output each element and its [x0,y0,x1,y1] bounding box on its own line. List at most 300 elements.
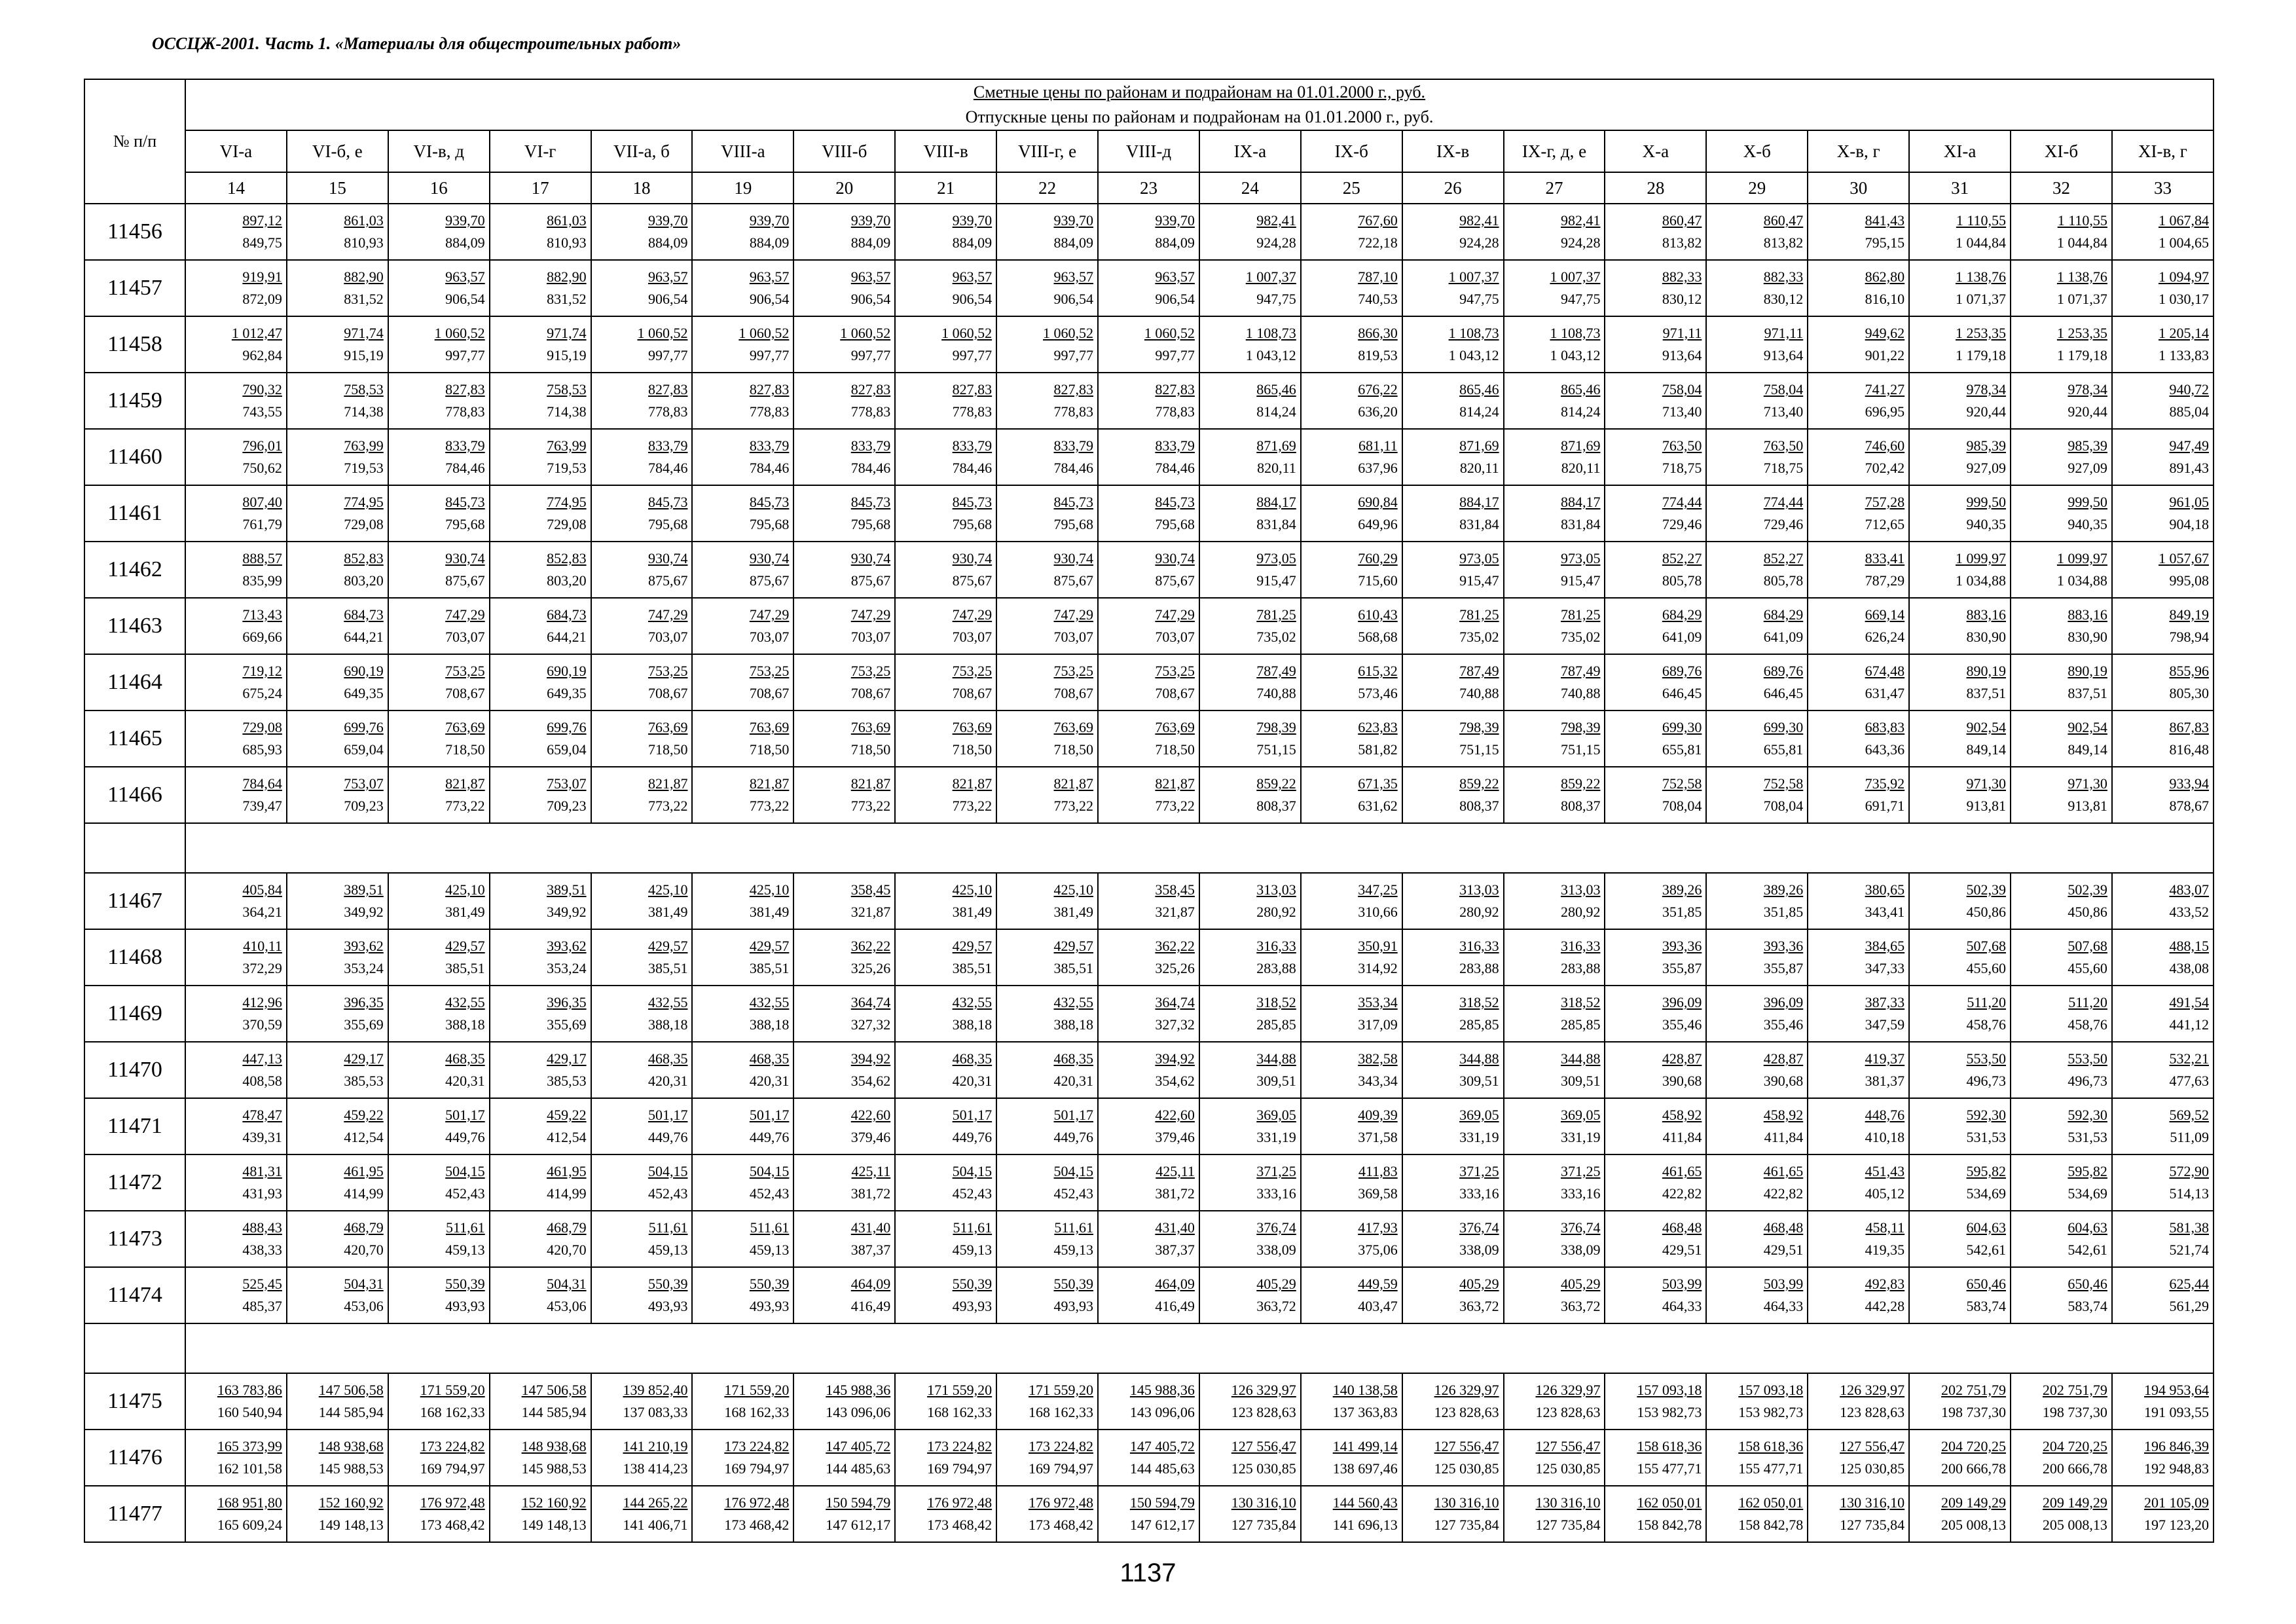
price-cell [388,485,490,542]
price-cell [287,986,388,1042]
estimated-price: 763,50 [1662,437,1702,454]
release-price: 381,49 [749,904,790,920]
estimated-price: 150 594,79 [1129,1494,1195,1511]
release-price: 343,34 [1358,1073,1398,1089]
price-cell [591,929,693,986]
item-code: 11462 [84,542,185,598]
release-price: 884,09 [647,234,688,251]
price-cell [185,654,287,710]
release-price: 708,67 [850,685,891,701]
release-price: 198 737,30 [2042,1404,2107,1420]
price-cell [2112,1267,2214,1323]
price-cell [2011,1042,2112,1098]
price-cell [1301,986,1402,1042]
estimated-price: 1 060,52 [434,325,485,341]
release-price: 459,13 [647,1242,688,1258]
price-cell [185,1267,287,1323]
estimated-price: 176 972,48 [420,1494,485,1511]
release-price: 321,87 [850,904,891,920]
price-cell [692,873,793,929]
estimated-price: 763,99 [344,437,384,454]
release-price: 947,75 [1560,291,1601,307]
estimated-price: 882,33 [1662,268,1702,285]
release-price: 169 794,97 [1029,1460,1094,1477]
price-cell [1199,1211,1301,1267]
release-price: 165 609,24 [217,1517,282,1533]
estimated-price: 752,58 [1763,775,1804,792]
estimated-price: 890,19 [1966,663,2007,679]
price-cell [1301,710,1402,767]
estimated-price: 683,83 [1865,719,1905,735]
release-price: 493,93 [1053,1298,1094,1314]
estimated-price: 504,15 [1053,1163,1094,1179]
release-price: 155 477,71 [1637,1460,1702,1477]
price-cell [1909,485,2011,542]
estimated-price: 747,29 [850,606,891,623]
price-cell [692,1430,793,1486]
release-price: 816,48 [2169,741,2209,758]
price-cell [1402,1430,1504,1486]
estimated-price: 158 618,36 [1637,1438,1702,1454]
release-price: 363,72 [1560,1298,1601,1314]
release-price: 913,64 [1662,347,1702,363]
release-price: 831,84 [1256,516,1296,532]
price-cell [287,767,388,823]
estimated-price: 581,38 [2169,1219,2209,1236]
release-price: 349,92 [344,904,384,920]
estimated-price: 933,94 [2169,775,2209,792]
release-price: 127 735,84 [1434,1517,1499,1533]
price-cell [185,1430,287,1486]
estimated-price: 827,83 [647,381,688,397]
price-cell [490,485,591,542]
release-price: 1 043,12 [1245,347,1296,363]
release-price: 355,46 [1662,1016,1702,1033]
release-price: 169 794,97 [927,1460,993,1477]
release-price: 411,84 [1662,1129,1702,1145]
release-price: 718,50 [850,741,891,758]
release-price: 1 179,18 [1956,347,2007,363]
price-cell [1909,204,2011,260]
release-price: 659,04 [344,741,384,758]
estimated-price: 432,55 [1053,994,1094,1010]
release-price: 784,46 [850,460,891,476]
price-cell [2112,710,2214,767]
release-price: 144 585,94 [521,1404,587,1420]
price-cell [388,710,490,767]
release-price: 459,13 [952,1242,993,1258]
release-price: 906,54 [850,291,891,307]
release-price: 431,93 [242,1185,282,1202]
release-price: 521,74 [2169,1242,2209,1258]
release-price: 438,08 [2169,960,2209,976]
estimated-price: 507,68 [2068,938,2107,954]
release-price: 355,87 [1662,960,1702,976]
price-cell [1402,767,1504,823]
estimated-price: 432,55 [647,994,688,1010]
price-cell [1909,316,2011,373]
release-price: 995,08 [2169,572,2209,589]
price-cell [2112,316,2214,373]
price-cell [1706,598,1808,654]
estimated-price: 699,76 [344,719,384,735]
region-header: VIII-в [895,130,996,172]
price-cell [1808,1042,1909,1098]
price-cell [996,598,1098,654]
estimated-price: 861,03 [547,212,587,229]
price-cell [895,598,996,654]
release-price: 168 162,33 [927,1404,993,1420]
estimated-price: 689,76 [1763,663,1804,679]
price-cell [1098,1211,1199,1267]
estimated-price: 747,29 [445,606,485,623]
estimated-price: 882,33 [1763,268,1804,285]
price-cell [692,204,793,260]
price-cell [2112,373,2214,429]
release-price: 363,72 [1459,1298,1499,1314]
estimated-price: 821,87 [749,775,790,792]
estimated-price: 1 108,73 [1245,325,1296,341]
estimated-price: 747,29 [647,606,688,623]
price-cell [996,1430,1098,1486]
price-cell [1098,542,1199,598]
estimated-price: 787,49 [1560,663,1601,679]
estimated-price: 358,45 [850,881,891,898]
estimated-price: 689,76 [1662,663,1702,679]
price-cell [1199,204,1301,260]
price-cell [1808,1267,1909,1323]
release-price: 795,68 [952,516,993,532]
release-price: 830,12 [1763,291,1804,307]
price-cell [1504,1211,1605,1267]
estimated-price: 376,74 [1256,1219,1296,1236]
price-cell [185,1211,287,1267]
release-price: 778,83 [749,403,790,420]
price-cell [1808,1211,1909,1267]
estimated-price: 202 751,79 [2042,1382,2107,1398]
release-price: 997,77 [850,347,891,363]
release-price: 141 406,71 [623,1517,688,1533]
release-price: 561,29 [2169,1298,2209,1314]
estimated-price: 396,35 [344,994,384,1010]
price-cell [1199,316,1301,373]
price-cell [1504,1098,1605,1154]
price-cell [793,873,895,929]
release-price: 751,15 [1560,741,1601,758]
price-cell [895,873,996,929]
price-cell [1504,542,1605,598]
estimated-price: 1 007,37 [1448,268,1499,285]
price-cell [490,316,591,373]
estimated-price: 511,61 [953,1219,993,1236]
table-row [84,542,2214,598]
price-cell [388,767,490,823]
release-price: 940,35 [1966,516,2007,532]
estimated-price: 592,30 [1966,1107,2007,1123]
release-price: 385,53 [344,1073,384,1089]
region-header: IX-г, д, е [1504,130,1605,172]
estimated-price: 763,99 [547,437,587,454]
estimated-price: 405,29 [1256,1276,1296,1292]
release-price: 713,40 [1662,403,1702,420]
estimated-price: 884,17 [1560,494,1601,510]
release-price: 885,04 [2169,403,2209,420]
release-price: 837,51 [2068,685,2107,701]
price-cell [591,260,693,316]
estimated-price: 963,57 [647,268,688,285]
price-cell [2112,542,2214,598]
release-price: 477,63 [2169,1073,2209,1089]
release-price: 381,37 [1865,1073,1905,1089]
release-price: 143 096,06 [826,1404,891,1420]
release-price: 891,43 [2169,460,2209,476]
price-cell [1301,429,1402,485]
release-price: 884,09 [850,234,891,251]
price-cell [793,260,895,316]
release-price: 173 468,42 [724,1517,790,1533]
release-price: 831,52 [547,291,587,307]
price-cell [793,986,895,1042]
price-cell [1098,1098,1199,1154]
estimated-price: 883,16 [1966,606,2007,623]
release-price: 1 030,17 [2159,291,2209,307]
release-price: 835,99 [242,572,282,589]
estimated-price: 852,83 [344,550,384,566]
release-price: 915,47 [1459,572,1499,589]
item-code: 11471 [84,1098,185,1154]
estimated-price: 504,31 [547,1276,587,1292]
estimated-price: 999,50 [2068,494,2107,510]
release-price: 875,67 [850,572,891,589]
estimated-price: 753,25 [952,663,993,679]
estimated-price: 432,55 [445,994,485,1010]
price-cell [996,1098,1098,1154]
price-cell [996,986,1098,1042]
price-cell [2112,986,2214,1042]
estimated-price: 852,83 [547,550,587,566]
price-cell [287,373,388,429]
price-cell [1706,654,1808,710]
release-price: 452,43 [749,1185,790,1202]
price-cell [490,373,591,429]
estimated-price: 209 149,29 [1941,1494,2007,1511]
release-price: 455,60 [1966,960,2007,976]
release-price: 641,09 [1763,629,1804,645]
region-header: IX-а [1199,130,1301,172]
price-cell [591,1154,693,1211]
release-price: 464,33 [1763,1298,1804,1314]
estimated-price: 409,39 [1358,1107,1398,1123]
release-price: 414,99 [344,1185,384,1202]
price-cell [793,316,895,373]
estimated-price: 625,44 [2169,1276,2209,1292]
estimated-price: 429,57 [647,938,688,954]
estimated-price: 763,50 [1763,437,1804,454]
release-price: 388,18 [1053,1016,1094,1033]
price-cell [692,1373,793,1430]
estimated-price: 827,83 [1155,381,1195,397]
price-cell [1808,1154,1909,1211]
estimated-price: 883,16 [2068,606,2107,623]
release-price: 450,86 [2068,904,2107,920]
release-price: 631,47 [1865,685,1905,701]
estimated-price: 532,21 [2169,1050,2209,1067]
price-cell [2011,767,2112,823]
table-row [84,1154,2214,1211]
price-cell [1199,767,1301,823]
price-cell [1909,1042,2011,1098]
release-price: 285,85 [1560,1016,1601,1033]
price-cell [591,1373,693,1430]
release-price: 773,22 [850,798,891,814]
table-row [84,654,2214,710]
price-cell [793,1267,895,1323]
estimated-price: 897,12 [242,212,282,229]
price-cell [287,873,388,929]
price-cell [1402,1098,1504,1154]
price-cell [1098,1154,1199,1211]
estimated-price: 982,41 [1256,212,1296,229]
estimated-price: 126 329,97 [1434,1382,1499,1398]
release-price: 403,47 [1358,1298,1398,1314]
estimated-price: 353,34 [1358,994,1398,1010]
release-price: 808,37 [1459,798,1499,814]
estimated-price: 461,65 [1763,1163,1804,1179]
price-cell [692,1267,793,1323]
estimated-price: 432,55 [952,994,993,1010]
price-cell [1098,1267,1199,1323]
item-code: 11459 [84,373,185,429]
column-number: 25 [1301,172,1402,204]
estimated-price: 849,19 [2169,606,2209,623]
estimated-price: 405,84 [242,881,282,898]
estimated-price: 344,88 [1256,1050,1296,1067]
release-price: 496,73 [2068,1073,2107,1089]
price-cell [1199,260,1301,316]
release-price: 355,69 [344,1016,384,1033]
release-price: 452,43 [647,1185,688,1202]
release-price: 158 842,78 [1738,1517,1804,1533]
price-cell [1808,598,1909,654]
price-cell [388,1042,490,1098]
price-cell [1605,654,1706,710]
price-cell [1098,204,1199,260]
price-cell [1301,1211,1402,1267]
estimated-price: 429,17 [344,1050,384,1067]
estimated-price: 201 105,09 [2144,1494,2209,1511]
release-price: 814,24 [1560,403,1601,420]
price-cell [1909,929,2011,986]
estimated-price: 787,49 [1459,663,1499,679]
price-cell [2112,873,2214,929]
price-cell [996,1486,1098,1542]
estimated-price: 845,73 [850,494,891,510]
release-price: 168 162,33 [1029,1404,1094,1420]
estimated-price: 971,74 [344,325,384,341]
estimated-price: 316,33 [1256,938,1296,954]
table-row [84,485,2214,542]
estimated-price: 464,09 [1155,1276,1195,1292]
estimated-price: 861,03 [344,212,384,229]
release-price: 331,19 [1560,1129,1601,1145]
estimated-price: 787,10 [1358,268,1398,285]
release-price: 169 794,97 [420,1460,485,1477]
price-cell [1605,1211,1706,1267]
estimated-price: 468,35 [749,1050,790,1067]
release-price: 708,04 [1662,798,1702,814]
price-cell [1909,654,2011,710]
price-cell [591,598,693,654]
price-cell [388,1154,490,1211]
estimated-price: 488,15 [2169,938,2209,954]
release-price: 1 043,12 [1448,347,1499,363]
price-cell [1199,1373,1301,1430]
estimated-price: 173 224,82 [927,1438,993,1454]
price-cell [1402,316,1504,373]
release-price: 947,75 [1256,291,1296,307]
release-price: 205 008,13 [1941,1517,2007,1533]
release-price: 158 842,78 [1637,1517,1702,1533]
release-price: 713,40 [1763,403,1804,420]
estimated-price: 157 093,18 [1738,1382,1804,1398]
estimated-price: 318,52 [1560,994,1601,1010]
separator-cell [84,823,185,873]
release-price: 531,53 [1966,1129,2007,1145]
price-cell [1402,654,1504,710]
price-cell [490,1430,591,1486]
release-price: 410,18 [1865,1129,1905,1145]
estimated-price: 623,83 [1358,719,1398,735]
release-price: 875,67 [647,572,688,589]
estimated-price: 930,74 [952,550,993,566]
release-price: 138 697,46 [1332,1460,1398,1477]
price-cell [2011,260,2112,316]
price-cell [1301,654,1402,710]
price-cell [388,204,490,260]
release-price: 138 414,23 [623,1460,688,1477]
price-cell [1504,654,1605,710]
release-price: 353,24 [344,960,384,976]
estimated-price: 148 938,68 [521,1438,587,1454]
item-code: 11464 [84,654,185,710]
release-price: 511,09 [2170,1129,2209,1145]
price-cell [185,1154,287,1211]
page-header: ОССЦЖ-2001. Часть 1. «Материалы для общестроительных работ» [152,34,682,53]
price-cell [1605,1154,1706,1211]
estimated-price: 753,25 [445,663,485,679]
release-price: 778,83 [647,403,688,420]
price-cell [1402,542,1504,598]
price-cell [1808,1430,1909,1486]
release-price: 422,82 [1763,1185,1804,1202]
estimated-price: 763,69 [1155,719,1195,735]
item-code: 11476 [84,1430,185,1486]
estimated-price: 753,25 [647,663,688,679]
estimated-price: 459,22 [547,1107,587,1123]
price-cell [1808,929,1909,986]
estimated-price: 604,63 [1966,1219,2007,1236]
estimated-price: 431,40 [1155,1219,1195,1236]
release-price: 778,83 [445,403,485,420]
release-price: 125 030,85 [1231,1460,1296,1477]
price-cell [388,1211,490,1267]
price-cell [490,1098,591,1154]
price-cell [1301,1098,1402,1154]
item-code: 11465 [84,710,185,767]
release-price: 816,10 [1865,291,1905,307]
estimated-price: 781,25 [1459,606,1499,623]
column-number: 19 [692,172,793,204]
